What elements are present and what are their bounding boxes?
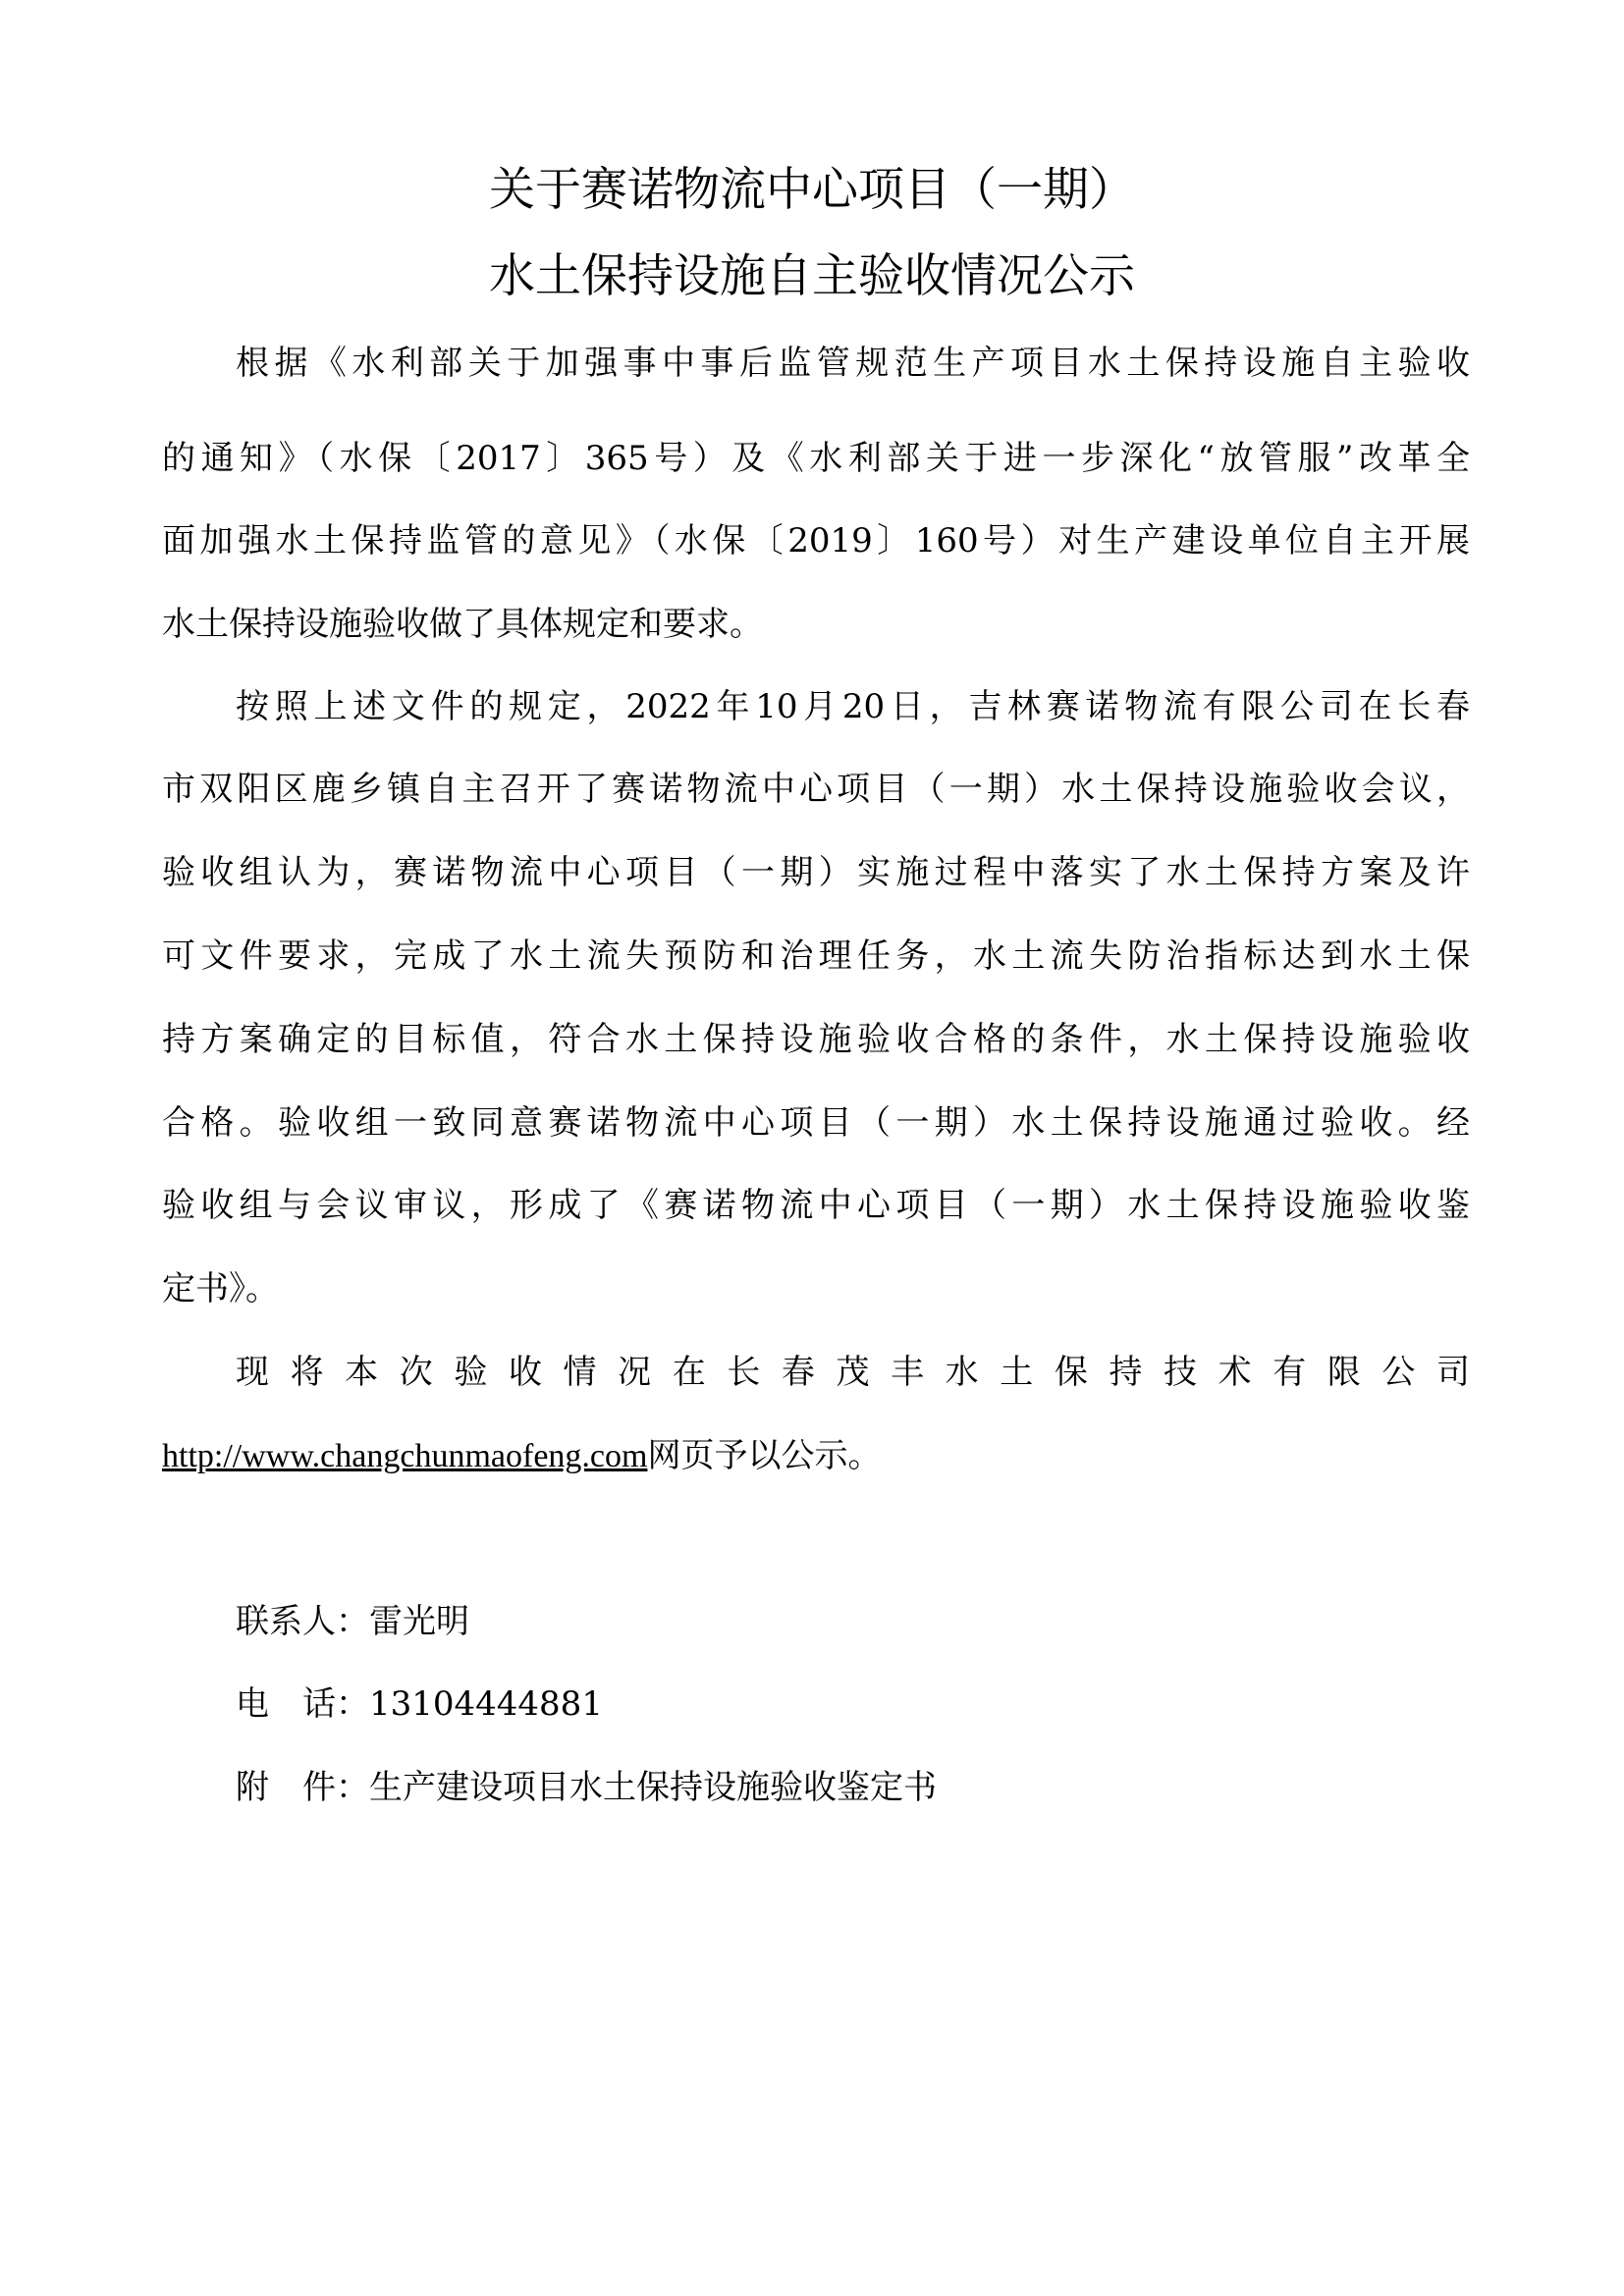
paragraph-2-line-3: 验收组认为，赛诺物流中心项目（一期）实施过程中落实了水土保持方案及许 bbox=[162, 853, 1470, 892]
contact-phone-row bbox=[236, 1681, 1218, 1728]
contact-person-row bbox=[236, 1598, 1218, 1645]
paragraph-2-line-6: 合格。验收组一致同意赛诺物流中心项目（一期）水土保持设施通过验收。经 bbox=[162, 1103, 1470, 1143]
paragraph-1-line-2: 的通知》（水保〔2017〕365号）及《水利部关于进一步深化“放管服”改革全 bbox=[162, 439, 1470, 478]
paragraph-2-line-2: 市双阳区鹿乡镇自主召开了赛诺物流中心项目（一期）水土保持设施验收会议， bbox=[162, 770, 1470, 809]
contact-phone-value: 13104444881 bbox=[369, 1684, 603, 1724]
attachment-label: 附 件： bbox=[236, 1768, 369, 1807]
paragraph-2-line-1: 按照上述文件的规定，2022年10月20日，吉林赛诺物流有限公司在长春 bbox=[236, 687, 1470, 726]
paragraph-2-line-7: 验收组与会议审议，形成了《赛诺物流中心项目（一期）水土保持设施验收鉴 bbox=[162, 1186, 1470, 1225]
paragraph-3-line-1: 现将本次验收情况在长春茂丰水土保持技术有限公司 bbox=[236, 1353, 1470, 1392]
website-link[interactable]: http://www.changchunmaofeng.com bbox=[162, 1438, 648, 1474]
attachment-row bbox=[236, 1764, 1218, 1811]
paragraph-2-line-5: 持方案确定的目标值，符合水土保持设施验收合格的条件，水土保持设施验收 bbox=[162, 1020, 1470, 1059]
attachment-value: 生产建设项目水土保持设施验收鉴定书 bbox=[369, 1768, 937, 1807]
document-title-line-1: 关于赛诺物流中心项目（一期） bbox=[489, 163, 1135, 217]
paragraph-3-suffix: 网页予以公示。 bbox=[647, 1436, 882, 1475]
contact-person-value: 雷光明 bbox=[369, 1602, 469, 1641]
contact-phone-label: 电 话： bbox=[236, 1684, 369, 1724]
paragraph-1-line-4: 水土保持设施验收做了具体规定和要求。 bbox=[162, 605, 763, 644]
paragraph-2-line-8: 定书》。 bbox=[162, 1269, 279, 1308]
paragraph-1-line-1: 根据《水利部关于加强事中事后监管规范生产项目水土保持设施自主验收 bbox=[236, 344, 1470, 383]
document-title-line-2: 水土保持设施自主验收情况公示 bbox=[489, 249, 1135, 303]
paragraph-2-line-4: 可文件要求，完成了水土流失预防和治理任务，水土流失防治指标达到水土保 bbox=[162, 936, 1470, 976]
paragraph-3-line-2 bbox=[162, 1432, 1470, 1480]
contact-person-label: 联系人： bbox=[236, 1602, 369, 1641]
paragraph-1-line-3: 面加强水土保持监管的意见》（水保〔2019〕160号）对生产建设单位自主开展 bbox=[162, 521, 1470, 561]
